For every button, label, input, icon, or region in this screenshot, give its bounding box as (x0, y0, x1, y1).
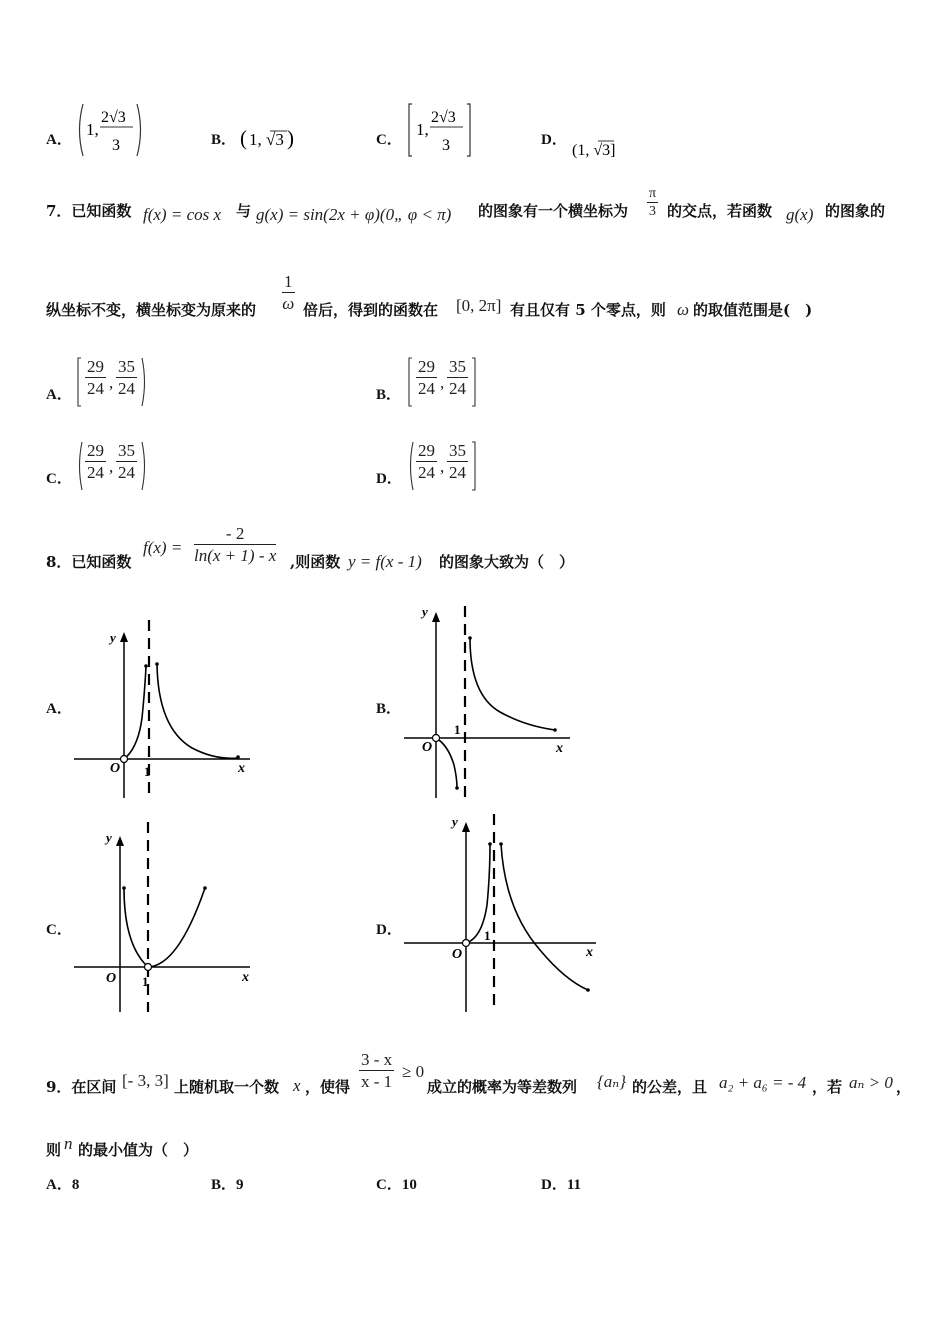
q9-mid2: ，使得 (305, 1078, 351, 1096)
q9-option-c-label: C． (376, 1177, 402, 1193)
q7-option-d-label: D． (376, 471, 402, 487)
q8-y: y = f(x - 1) (348, 552, 422, 571)
q9-num: 3 - x (361, 1050, 393, 1069)
q7-line2b: 倍后，得到的函数在 (303, 301, 439, 319)
q7-frac-num: 1 (284, 272, 293, 291)
x-label: x (556, 741, 563, 756)
q6-option-a-label: A． (46, 132, 72, 148)
svg-text:(: ( (240, 126, 247, 150)
tick-one-label: 1 (484, 928, 491, 943)
q8-lead: 8．已知函数 (46, 553, 132, 571)
q7-yu: 与 (236, 202, 252, 220)
svg-text:3: 3 (112, 137, 120, 154)
curve-right (501, 844, 588, 990)
curve-right (470, 638, 555, 730)
q8-graph-c-label: C． (46, 922, 72, 938)
q7-line2c: 有且仅有 5 个零点，则 (510, 301, 666, 319)
q7-a-n1: 29 (87, 357, 104, 376)
svg-text:1,: 1, (416, 120, 429, 139)
origin-label: O (106, 971, 117, 986)
q7-b-frac1 (416, 357, 437, 400)
q8-f-left: f(x) = (143, 538, 183, 557)
y-arrow-icon (116, 836, 124, 846)
q9-option-d (541, 1173, 581, 1194)
q9-cond: a₂ + a₆ = - 4 (719, 1073, 807, 1092)
y-arrow-icon (432, 612, 440, 622)
q9-option-d-value: 11 (566, 1177, 582, 1193)
q7-f: f(x) = cos x (143, 205, 222, 224)
q7-option-a-label: A． (46, 387, 72, 403)
svg-text:2√3: 2√3 (101, 109, 126, 126)
q9-option-a (46, 1173, 79, 1194)
q7-pi-num: π (649, 186, 657, 201)
origin-circle-icon (121, 756, 128, 763)
q7-c-frac2 (116, 441, 137, 484)
q7-end: 的图象的 (825, 202, 886, 220)
q9-option-d-label: D． (541, 1177, 567, 1193)
origin-label: O (110, 761, 121, 776)
q7-b-comma: , (440, 373, 445, 392)
q7-d-comma: , (440, 457, 445, 476)
q9-mid: 上随机取一个数 (174, 1078, 280, 1096)
q7-a-d2: 24 (118, 379, 135, 398)
q9-comma: ， (896, 1078, 912, 1096)
q6-option-c-expr (406, 100, 478, 160)
q7-line2d: 的取值范围是( ) (693, 301, 813, 319)
hole-circle-icon (145, 964, 152, 971)
q9-option-a-value: 8 (71, 1177, 80, 1193)
y-arrow-icon (462, 822, 470, 832)
q9-x: x (293, 1076, 301, 1095)
q9-cond2: aₙ > 0 (849, 1073, 893, 1092)
q6-option-b-expr (240, 123, 300, 153)
svg-text:): ) (287, 126, 294, 150)
q7-b-frac2 (447, 357, 468, 400)
q7-b-n1: 29 (418, 357, 435, 376)
q9-den: x - 1 (361, 1072, 393, 1091)
q8-num: - 2 (194, 524, 276, 545)
q9-option-b-value: 9 (236, 1177, 244, 1193)
y-arrow-icon (120, 632, 128, 642)
q8-mid: ,则函数 (290, 553, 341, 571)
q8-graph-a (70, 618, 260, 802)
q7-mid2: 的交点，若函数 (667, 202, 773, 220)
q7-mid: 的图象有一个横坐标为 (478, 202, 629, 220)
origin-label: O (452, 947, 463, 962)
q7-c-d2: 24 (118, 463, 135, 482)
y-label: y (110, 630, 116, 645)
q9-option-b (211, 1173, 244, 1194)
q8-graph-b (400, 600, 590, 802)
y-label: y (422, 604, 428, 619)
q7-b-n2: 35 (449, 357, 466, 376)
curve (124, 888, 205, 967)
tick-one-label: 1 (144, 764, 151, 779)
curve-left (436, 738, 457, 788)
x-label: x (242, 970, 249, 985)
svg-text:1,: 1, (86, 120, 99, 139)
q6-option-d-label: D． (541, 132, 567, 148)
q7-d-frac1 (416, 441, 437, 484)
tick-one-label: 1 (454, 722, 461, 737)
q7-a-frac2 (116, 357, 137, 400)
q7-c-n1: 29 (87, 441, 104, 460)
curve-right (157, 664, 238, 758)
q7-c-frac1 (85, 441, 106, 484)
q8-graph-d-label: D． (376, 922, 402, 938)
origin-circle-icon (463, 940, 470, 947)
x-label: x (586, 945, 593, 960)
q7-d-d1: 24 (418, 463, 435, 482)
q8-graph-b-label: B． (376, 701, 402, 717)
q9-mid4: 的公差，且 (632, 1078, 708, 1096)
q7-lead: 7．已知函数 (46, 202, 132, 220)
q9-option-c (376, 1173, 417, 1194)
q6-option-d-expr (572, 136, 632, 162)
q7-b-d1: 24 (418, 379, 435, 398)
q9-option-b-label: B． (211, 1177, 237, 1193)
origin-circle-icon (433, 735, 440, 742)
q9-mid5: ，若 (812, 1078, 843, 1096)
q7-omega: ω (677, 300, 690, 319)
q8-end: 的图象大致为（ ） (439, 553, 575, 571)
paren-left-icon (75, 100, 147, 160)
q6-option-b-label: B． (211, 132, 237, 148)
q7-line2a: 纵坐标不变，横坐标变为原来的 (46, 301, 257, 319)
q9-line2a: 则 (46, 1141, 62, 1159)
q9-interval: [- 3, 3] (122, 1071, 169, 1090)
curve-left (124, 666, 146, 759)
q7-option-c-label: C． (46, 471, 72, 487)
y-label: y (452, 814, 458, 829)
q9-fraction (359, 1050, 394, 1093)
q9-an: {aₙ} (597, 1072, 626, 1091)
q7-pi-over-3 (647, 186, 658, 221)
origin-label: O (422, 740, 433, 755)
q9-ge: ≥ 0 (402, 1062, 425, 1081)
q8-graph-d (400, 810, 602, 1016)
svg-text:2√3: 2√3 (431, 109, 456, 126)
y-label: y (106, 830, 112, 845)
q7-c-n2: 35 (118, 441, 135, 460)
q7-a-n2: 35 (118, 357, 135, 376)
q9-option-a-label: A． (46, 1177, 72, 1193)
q7-d-d2: 24 (449, 463, 466, 482)
q7-interval: [0, 2π] (456, 296, 502, 315)
q9-mid3: 成立的概率为等差数列 (427, 1078, 578, 1096)
q8-den: ln(x + 1) - x (194, 546, 277, 565)
q7-a-comma: , (109, 373, 114, 392)
svg-text:3: 3 (442, 137, 450, 154)
q8-graph-a-label: A． (46, 701, 72, 717)
q9-option-c-value: 10 (401, 1177, 417, 1193)
svg-text:(1, √3]: (1, √3] (572, 142, 616, 159)
q7-c-comma: , (109, 457, 114, 476)
tick-one-label: 1 (142, 974, 149, 989)
q7-option-b-label: B． (376, 387, 402, 403)
q9-lead: 9．在区间 (46, 1078, 117, 1096)
q7-one-over-omega (282, 272, 295, 315)
q7-frac-den: ω (282, 294, 295, 313)
q7-c-d1: 24 (87, 463, 104, 482)
q7-d-n1: 29 (418, 441, 435, 460)
q7-d-frac2 (447, 441, 468, 484)
q6-option-c-label: C． (376, 132, 402, 148)
q7-d-n2: 35 (449, 441, 466, 460)
q7-g: g(x) = sin(2x + φ)(0„ φ < π) (256, 205, 452, 224)
q7-pi-den: 3 (649, 204, 657, 219)
svg-text:1, √3: 1, √3 (249, 130, 284, 149)
q8-graph-c (70, 820, 260, 1016)
q7-a-d1: 24 (87, 379, 104, 398)
x-label: x (238, 761, 245, 776)
q7-gx: g(x) (786, 205, 814, 224)
q7-a-frac1 (85, 357, 106, 400)
q9-line2b: 的最小值为（ ） (78, 1141, 199, 1159)
q8-fraction (194, 524, 276, 567)
q7-b-d2: 24 (449, 379, 466, 398)
q9-n: n (64, 1134, 73, 1153)
